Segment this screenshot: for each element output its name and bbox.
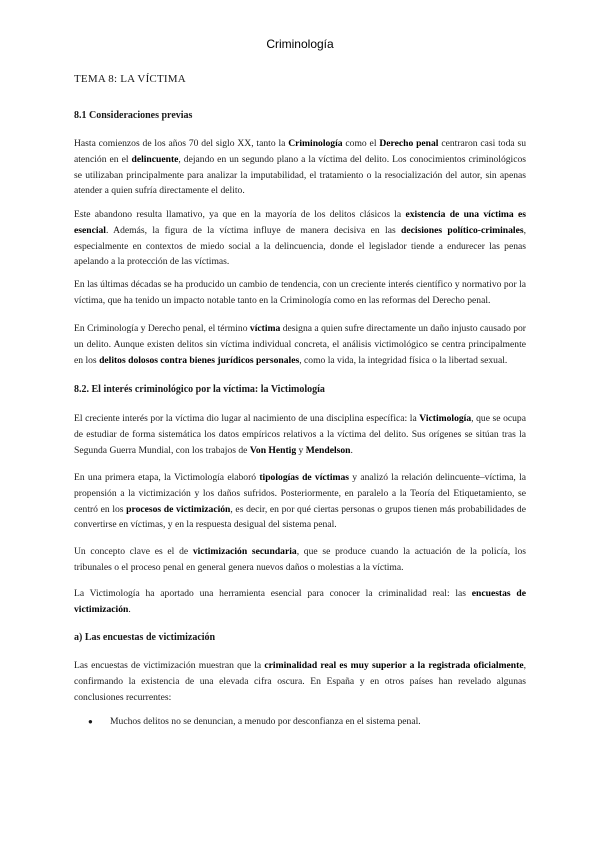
section-heading: 8.2. El interés criminológico por la víctima: la Victimología [74, 384, 325, 395]
paragraph: Hasta comienzos de los años 70 del siglo XX, tanto la Criminología como el Derecho penal centraron casi toda su atención en el delincuente, dejando en un segundo plano a la víctima del delito. Los conocimientos criminológicos se utilizaban principalmente para analizar la imputabilidad, el tratamiento o la resocialización del autor, sin apenas atender a quien sufría directamente el delito. [74, 138, 527, 197]
paragraph-block [74, 658, 526, 705]
paragraph: En una primera etapa, la Victimología elaboró tipologías de víctimas y analizó la relación delincuente–víctima, la propensión a la victimización y los daños sufridos. Posteriormente, en paralelo a la Teoría del Etiquetamiento, se centró en los procesos de victimización, es decir, en por qué ciertas personas o grupos tienen más probabilidades de convertirse en víctimas, y en la respuesta desigual del sistema penal. [74, 472, 526, 531]
paragraph: Un concepto clave es el de victimización secundaria, que se produce cuando la actuación de la policía, los tribunales o el proceso penal en general genera nuevos daños o molestias a la víctima. [74, 546, 527, 573]
paragraph-block [74, 207, 526, 270]
paragraph-block [74, 277, 526, 309]
paragraph: El creciente interés por la víctima dio lugar al nacimiento de una disciplina específica: la Victimología, que se ocupa de estudiar de forma sistemática los datos empíricos relativos a la víctima del delito. Sus orígenes se sitúan tras la Segunda Guerra Mundial, con los trabajos de Von Hentig y Mendelson. [74, 413, 526, 456]
list-item: ● Muchos delitos no se denuncian, a menudo por desconfianza en el sistema penal. [74, 714, 526, 730]
paragraph: Este abandono resulta llamativo, ya que en la mayoría de los delitos clásicos la existencia de una víctima es esencial. Además, la figura de la víctima influye de manera decisiva en las decisiones político-criminales, especialmente en contextos de miedo social a la delincuencia, donde el legislador tiende a endurecer las penas apelando a la protección de las víctimas. [74, 209, 526, 268]
paragraph-block [74, 544, 526, 576]
paragraph: En las últimas décadas se ha producido un cambio de tendencia, con un creciente interés científico y normativo por la víctima, que ha tenido un impacto notable tanto en la Criminología como en las reformas del Derecho penal. [74, 279, 526, 306]
paragraph-block [74, 136, 526, 199]
paragraph-block [74, 586, 526, 618]
tema-title: TEMA 8: LA VÍCTIMA [74, 73, 186, 85]
paragraph: En Criminología y Derecho penal, el término víctima designa a quien sufre directamente un daño injusto causado por un delito. Aunque existen delitos sin víctima individual concreta, el análisis victimológico se centra principalmente en los delitos dolosos contra bienes jurídicos personales, como la vida, la integridad física o la libertad sexual. [74, 323, 526, 366]
bullet-list [74, 714, 526, 730]
section-heading: a) Las encuestas de victimización [74, 632, 216, 643]
page-header: Criminología [266, 37, 334, 51]
bullet-list-block [74, 714, 526, 730]
paragraph-block [74, 321, 526, 368]
paragraph: Las encuestas de victimización muestran que la criminalidad real es muy superior a la registrada oficialmente, confirmando la existencia de una elevada cifra oscura. En España y en otros países han revelado algunas conclusiones recurrentes: [74, 660, 526, 703]
section-2-heading-block [74, 382, 526, 398]
tema-title-block [74, 72, 526, 92]
paragraph-block [74, 411, 526, 458]
section-heading: 8.1 Consideraciones previas [74, 110, 193, 121]
paragraph: La Victimología ha aportado una herramienta esencial para conocer la criminalidad real: las encuestas de victimización. [74, 588, 526, 615]
bullet-icon: ● [88, 717, 93, 726]
section-1-heading-block [74, 108, 526, 124]
paragraph-block [74, 470, 526, 533]
section-3-heading-block [74, 630, 526, 646]
